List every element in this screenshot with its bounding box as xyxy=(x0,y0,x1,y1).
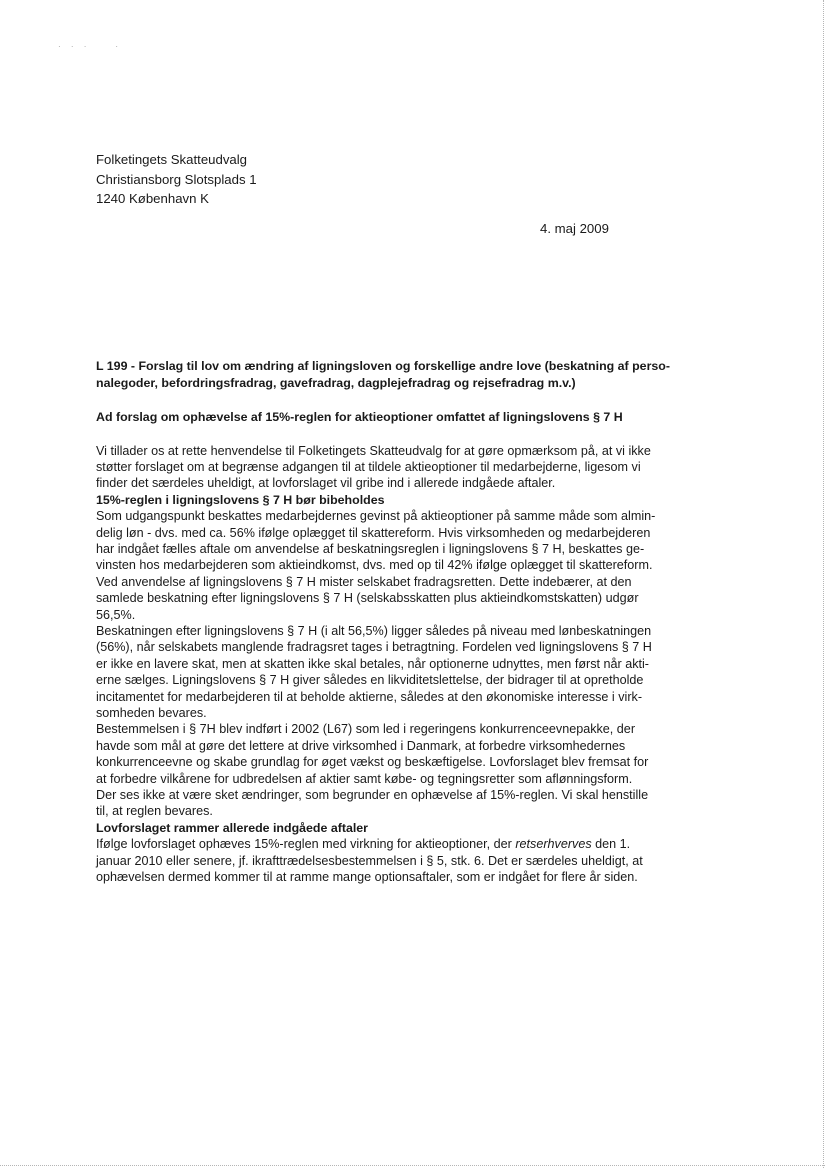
text-line: havde som mål at gøre det lettere at drive virksomhed i Danmark, at forbedre virksomhedernes xyxy=(96,738,626,753)
address-line: Christiansborg Slotsplads 1 xyxy=(96,171,257,187)
address-line: Folketingets Skatteudvalg xyxy=(96,152,248,167)
paragraph xyxy=(96,787,721,820)
text-line: Ved anvendelse af ligningslovens § 7 H mister selskabet fradragsretten. Dette indebærer, at den xyxy=(96,574,632,589)
text-fragment: Ifølge lovforslaget ophæves 15%-reglen med virkning for aktieoptioner, der xyxy=(96,837,516,852)
text-line: er ikke en lavere skat, men at skatten ikke skal betales, når optionerne udnyttes, men først når akti- xyxy=(96,656,649,671)
text-line: Vi tillader os at rette henvendelse til Folketingets Skatteudvalg for at gøre opmærksom på, at vi ikke xyxy=(96,443,651,458)
section-heading: 15%-reglen i ligningslovens § 7 H bør bibeholdes xyxy=(96,492,385,507)
paragraph xyxy=(96,836,721,885)
text-line: støtter forslaget om at begrænse adgangen til at tildele aktieoptioner til medarbejderne, ligesom vi xyxy=(96,459,641,474)
text-line: samlede beskatning efter ligningslovens § 7 H (selskabsskatten plus aktieindkomstskatten) udgør xyxy=(96,591,639,606)
letter-heading xyxy=(96,358,721,391)
paragraph xyxy=(96,721,721,787)
paragraph xyxy=(96,574,721,623)
text-line: erne sælges. Ligningslovens § 7 H giver således en likviditetslettelse, der bidrager til at opretholde xyxy=(96,673,644,688)
text-line: delig løn - dvs. med ca. 56% ifølge oplægget til skattereform. Hvis virksomheden og medarbejderen xyxy=(96,525,651,540)
scan-specks: · · · · xyxy=(58,42,122,51)
heading-line: nalegoder, befordringsfradrag, gavefradrag, dagplejefradrag og rejsefradrag m.v.) xyxy=(96,375,576,390)
scan-edge-right xyxy=(823,0,824,1168)
text-line: januar 2010 eller senere, jf. ikrafttrædelsesbestemmelsen i § 5, stk. 6. Det er særdeles uheldigt, at xyxy=(96,853,643,868)
text-line: til, at reglen bevares. xyxy=(96,804,213,819)
letter-body xyxy=(96,358,721,885)
text-line: Beskatningen efter ligningslovens § 7 H (i alt 56,5%) ligger således på niveau med lønbeskatningen xyxy=(96,623,652,638)
emphasis-term: retserhverves xyxy=(515,837,592,852)
text-line: Bestemmelsen i § 7H blev indført i 2002 (L67) som led i regeringens konkurrenceevnepakke, der xyxy=(96,722,636,737)
text-line: har indgået fælles aftale om anvendelse af beskatningsreglen i ligningslovens § 7 H, beskattes ge- xyxy=(96,541,645,556)
text-line: finder det særdeles uheldigt, at lovforslaget vil gribe ind i allerede indgåede aftaler. xyxy=(96,476,556,491)
text-fragment: den 1. xyxy=(591,837,631,852)
intro-paragraph xyxy=(96,443,721,492)
scan-edge-bottom xyxy=(0,1165,825,1166)
text-line: (56%), når selskabets manglende fradragsret tages i betragtning. Fordelen ved ligningslovens § 7 H xyxy=(96,640,652,655)
section-heading: Lovforslaget rammer allerede indgåede aftaler xyxy=(96,820,369,835)
text-line: vinsten hos medarbejderen som aktieindkomst, dvs. med op til 42% ifølge oplægget til skattereform. xyxy=(96,558,653,573)
heading-line: L 199 - Forslag til lov om ændring af ligningsloven og forskellige andre love (beskatning af perso- xyxy=(96,359,670,373)
recipient-address xyxy=(96,150,257,209)
text-line: at forbedre vilkårene for udbredelsen af aktier samt købe- og tegningsretter som aflønningsform. xyxy=(96,771,633,786)
paragraph xyxy=(96,623,721,721)
text-line: 56,5%. xyxy=(96,607,136,622)
text-line xyxy=(96,836,721,852)
letter-date: 4. maj 2009 xyxy=(540,221,609,236)
paragraph xyxy=(96,508,721,574)
text-line: konkurrenceevne og skabe grundlag for øget vækst og beskæftigelse. Lovforslaget blev fremsat for xyxy=(96,755,649,770)
text-line: Som udgangspunkt beskattes medarbejdernes gevinst på aktieoptioner på samme måde som almin- xyxy=(96,509,656,524)
text-line: ophævelsen dermed kommer til at ramme mange optionsaftaler, som er indgået for flere år siden. xyxy=(96,870,638,885)
text-line: incitamentet for medarbejderen til at beholde aktierne, således at den økonomiske interesse i virk- xyxy=(96,689,643,704)
text-line: somheden bevares. xyxy=(96,706,207,720)
letter-subheading: Ad forslag om ophævelse af 15%-reglen for aktieoptioner omfattet af ligningslovens § 7 H xyxy=(96,410,623,424)
address-line: 1240 København K xyxy=(96,191,209,206)
text-line: Der ses ikke at være sket ændringer, som begrunder en ophævelse af 15%-reglen. Vi skal henstille xyxy=(96,788,649,803)
